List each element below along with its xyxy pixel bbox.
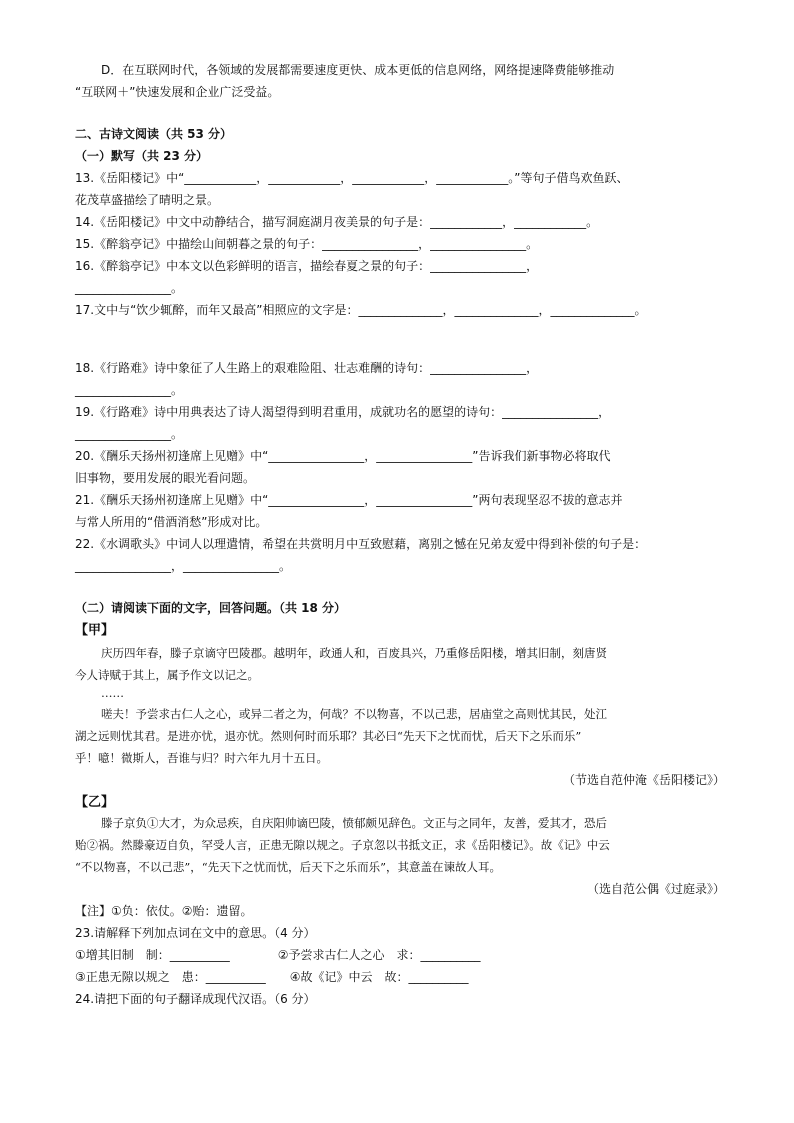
question-20-cont: 旧事物，要用发展的眼光看问题。: [75, 471, 256, 485]
question-14: 14.《岳阳楼记》中文中动静结合，描写洞庭湖月夜美景的句子是：____________，____________。: [75, 215, 599, 229]
question-22-cont: ________________，________________。: [75, 559, 292, 573]
question-18-cont: ________________。: [75, 383, 184, 397]
question-19-cont: ________________。: [75, 427, 184, 441]
question-17: 17.文中与“饮少辄醉，而年又最高”相照应的文字是：______________，______________，______________。: [75, 303, 647, 317]
passage-yi-text: 滕子京负①大才，为众忌疾，自庆阳帅谪巴陵，愤郁颇见辞色。文正与之同年，友善，爱其才，恐后: [101, 816, 607, 830]
passage-yi-source: （选自范公偶《过庭录》）: [586, 882, 725, 896]
passage-jia-text: 庆历四年春，滕子京谪守巴陵郡。越明年，政通人和，百废具兴，乃重修岳阳楼，增其旧制，刻唐贤: [101, 646, 607, 660]
passage-jia-text: 湖之远则忧其君。是进亦忧，退亦忧。然则何时而乐耶？其必曰“先天下之忧而忧，后天下之乐而乐”: [75, 729, 582, 743]
question-16: 16.《醉翁亭记》中本文以色彩鲜明的语言，描绘春夏之景的句子：________________，: [75, 259, 539, 273]
question-23-items: ③正患无隙以规之 患：__________ ④故《记》中云 故：__________: [75, 970, 469, 984]
question-13-cont: 花茂草盛描绘了晴明之景。: [75, 193, 220, 207]
option-d-line2: “互联网＋”快速发展和企业广泛受益。: [75, 85, 280, 99]
passage-yi-label: 【乙】: [75, 795, 115, 810]
passage-yi-text: “不以物喜，不以己悲”，“先天下之忧而忧，后天下之乐而乐”，其意盖在谏故人耳。: [75, 860, 502, 874]
passage-jia-text: 嗟夫！予尝求古仁人之心，或异二者之为，何哉？不以物喜，不以己悲，居庙堂之高则忧其民，处江: [101, 707, 607, 721]
option-d-line1: D．在互联网时代，各领域的发展都需要速度更快、成本更低的信息网络，网络提速降费能够推动: [101, 63, 615, 77]
question-21-cont: 与常人所用的“借酒消愁”形成对比。: [75, 515, 268, 529]
question-23-items: ①增其旧制 制：__________ ②予尝求古仁人之心 求：__________: [75, 948, 481, 962]
passage-jia-text: 乎！噫！微斯人，吾谁与归？时六年九月十五日。: [75, 751, 328, 765]
question-20: 20.《酬乐天扬州初逢席上见赠》中“________________，________________”告诉我们新事物必将取代: [75, 449, 611, 463]
annotation-note: 【注】①负：依仗。②贻：遗留。: [75, 904, 253, 918]
question-22: 22.《水调歌头》中词人以理遣情，希望在共赏明月中互致慰藉，离别之憾在兄弟友爱中得到补偿的句子是：: [75, 537, 647, 551]
passage-jia-label: 【甲】: [75, 623, 115, 638]
subsection-heading: （一）默写（共 23 分）: [75, 149, 209, 163]
passage-yi-text: 贻②祸。然滕豪迈自负，罕受人言，正患无隙以规之。子京忽以书抵文正，求《岳阳楼记》。故《记》中云: [75, 838, 610, 852]
reading-heading: （二）请阅读下面的文字，回答问题。（共 18 分）: [75, 601, 347, 615]
section-heading: 二、古诗文阅读（共 53 分）: [75, 127, 233, 141]
question-15: 15.《醉翁亭记》中描绘山间朝暮之景的句子：________________，________________。: [75, 237, 539, 251]
question-18: 18.《行路难》诗中象征了人生路上的艰难险阻、壮志难酬的诗句：________________，: [75, 361, 539, 375]
passage-jia-ellipsis: ……: [101, 686, 124, 700]
question-23: 23.请解释下列加点词在文中的意思。（4 分）: [75, 926, 316, 940]
passage-jia-text: 今人诗赋于其上，属予作文以记之。: [75, 668, 259, 682]
question-19: 19.《行路难》诗中用典表达了诗人渴望得到明君重用，成就功名的愿望的诗句：________________，: [75, 405, 611, 419]
question-24: 24.请把下面的句子翻译成现代汉语。（6 分）: [75, 992, 316, 1006]
question-16-cont: ________________。: [75, 281, 184, 295]
question-13: 13.《岳阳楼记》中“____________，____________，____________，____________。”等句子借鸟欢鱼跃、: [75, 171, 629, 185]
passage-jia-source: （节选自范仲淹《岳阳楼记》）: [562, 773, 725, 787]
question-21: 21.《酬乐天扬州初逢席上见赠》中“________________，________________”两句表现坚忍不拔的意志并: [75, 493, 623, 507]
